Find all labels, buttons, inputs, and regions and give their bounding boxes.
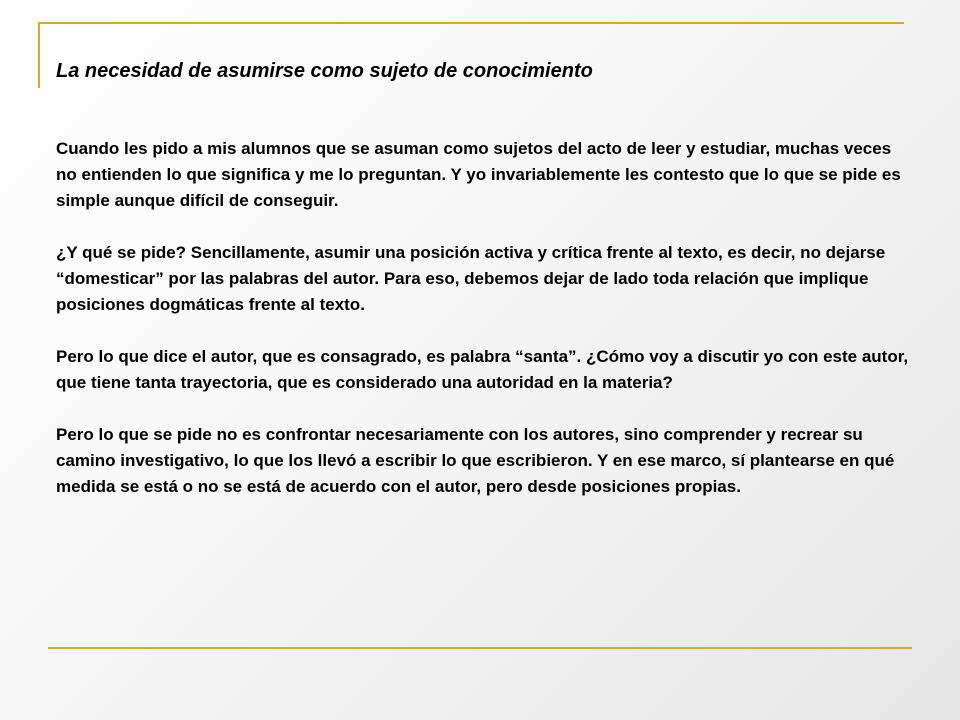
left-border-line xyxy=(38,22,40,88)
paragraph-2: ¿Y qué se pide? Sencillamente, asumir una posición activa y crítica frente al texto, es decir, no dejarse “domesticar” por las palabras del autor. Para eso, debemos dejar de lado toda relación que implique posiciones dogmáticas frente al texto. xyxy=(56,243,886,314)
paragraph-3: Pero lo que dice el autor, que es consagrado, es palabra “santa”. ¿Cómo voy a discutir yo con este autor, que tiene tanta trayectoria, que es considerado una autoridad en la materia? xyxy=(56,347,909,392)
bottom-border-line xyxy=(48,647,912,649)
body-text xyxy=(56,136,916,526)
top-border-line xyxy=(40,22,904,24)
slide-title: La necesidad de asumirse como sujeto de conocimiento xyxy=(56,60,593,82)
paragraph-1: Cuando les pido a mis alumnos que se asuman como sujetos del acto de leer y estudiar, muchas veces no entienden lo que significa y me lo preguntan. Y yo invariablemente les contesto que lo que se pide es simple aunque difícil de conseguir. xyxy=(56,139,901,210)
paragraph-4: Pero lo que se pide no es confrontar necesariamente con los autores, sino comprender y recrear su camino investigativo, lo que los llevó a escribir lo que escribieron. Y en ese marco, sí plantearse en qué medida se está o no se está de acuerdo con el autor, pero desde posiciones propias. xyxy=(56,425,895,496)
